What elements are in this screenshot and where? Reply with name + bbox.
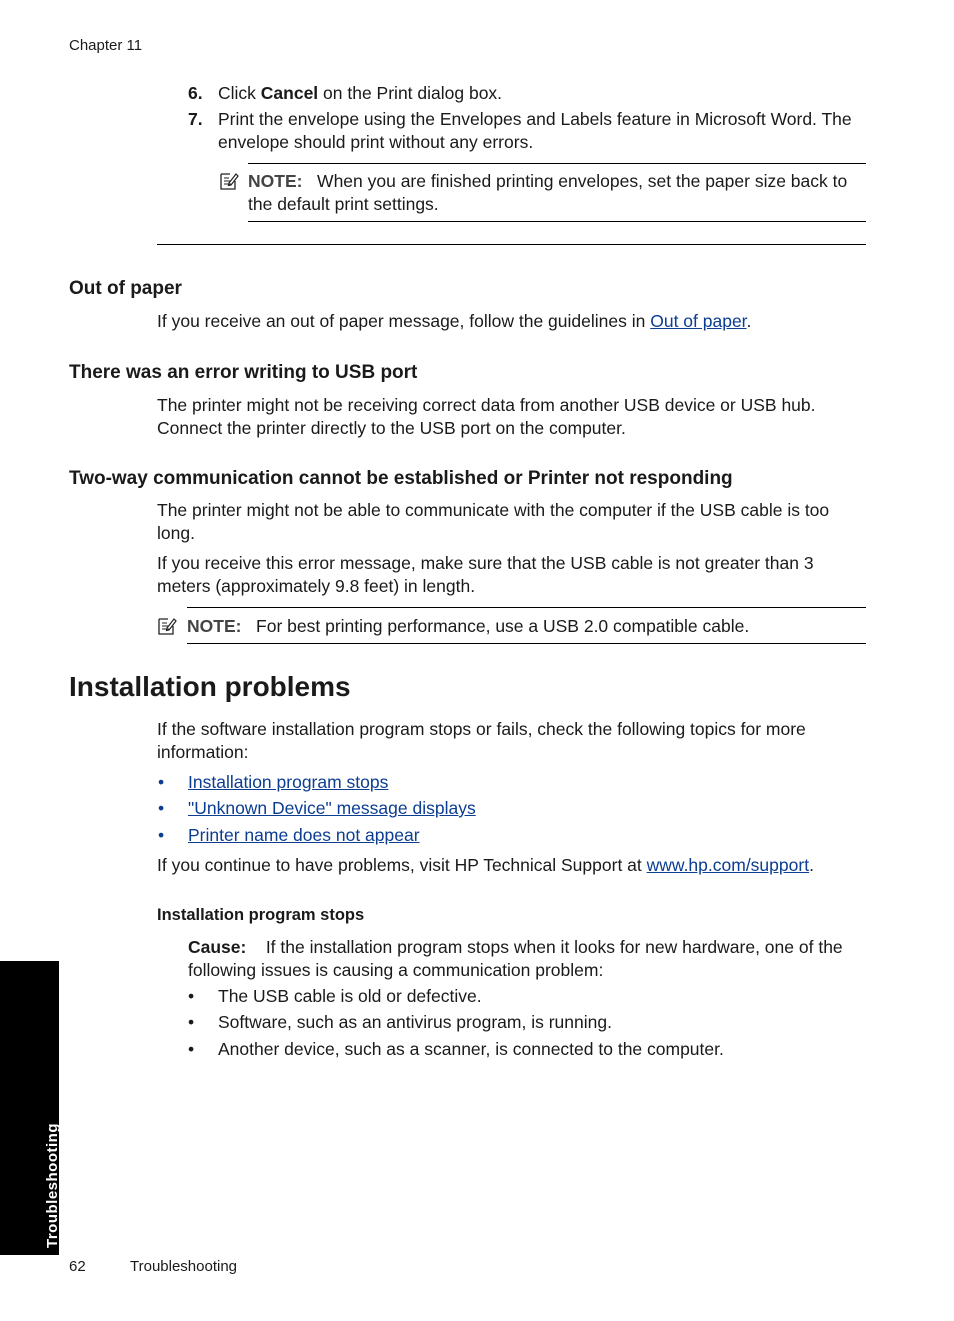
cancel-term: Cancel — [260, 83, 319, 103]
note-label: NOTE: — [248, 171, 303, 191]
section-divider — [157, 244, 866, 245]
list-item: Software, such as an antivirus program, is running. — [218, 1012, 612, 1032]
paragraph-text: If the software installation program stops or fails, check the following topics for more — [157, 719, 806, 739]
note-icon — [219, 171, 239, 191]
step-text: envelope should print without any errors. — [218, 131, 534, 152]
step-7 — [188, 108, 868, 152]
usb-error-heading: There was an error writing to USB port — [69, 362, 418, 383]
cause-label: Cause: — [188, 937, 247, 957]
step-text: Click — [218, 83, 261, 103]
chapter-header: Chapter 11 — [69, 37, 143, 54]
installation-heading: Installation problems — [69, 671, 351, 702]
note-text: the default print settings. — [248, 193, 439, 214]
paragraph-text: following issues is causing a communication problem: — [188, 959, 604, 980]
bullet-icon: • — [188, 986, 195, 1006]
two-way-paragraph-1 — [157, 499, 867, 544]
installation-intro — [157, 718, 867, 763]
note-rule-top — [248, 163, 866, 164]
paragraph-text: meters (approximately 9.8 feet) in length. — [157, 575, 476, 596]
link-installation-program-stops[interactable]: Installation program stops — [188, 772, 389, 792]
link-printer-name[interactable]: Printer name does not appear — [188, 825, 420, 845]
note-rule-bottom — [248, 221, 866, 222]
hp-support-link[interactable]: www.hp.com/support — [646, 855, 810, 875]
paragraph-text: If you continue to have problems, visit HP Technical Support at — [157, 855, 647, 875]
out-of-paper-heading: Out of paper — [69, 278, 182, 299]
note-body — [187, 615, 867, 638]
note-body — [248, 170, 868, 215]
paragraph-text: If the installation program stops when it looks for new hardware, one of the — [265, 937, 843, 957]
paragraph-text: If you receive an out of paper message, follow the guidelines in — [157, 311, 651, 331]
bullet-icon: • — [158, 772, 165, 792]
page-number: 62 — [69, 1258, 86, 1275]
paragraph-text: . — [746, 311, 752, 331]
bullet-icon: • — [188, 1039, 195, 1059]
step-text: on the Print dialog box. — [318, 83, 503, 103]
bullet-icon: • — [158, 825, 165, 845]
step-number: 7. — [188, 109, 203, 129]
note-rule-bottom — [187, 643, 866, 644]
step-6 — [188, 82, 868, 105]
paragraph-text: Connect the printer directly to the USB port on the computer. — [157, 417, 626, 438]
list-item: The USB cable is old or defective. — [218, 986, 482, 1006]
note-icon — [157, 616, 177, 636]
footer-section: Troubleshooting — [130, 1258, 238, 1275]
step-text: Print the envelope using the Envelopes and Labels feature in Microsoft Word. The — [218, 109, 852, 129]
note-text: When you are finished printing envelopes, set the paper size back to — [317, 171, 848, 191]
paragraph-text: If you receive this error message, make sure that the USB cable is not greater than 3 — [157, 553, 814, 573]
cause-paragraph — [188, 936, 868, 981]
paragraph-text: . — [809, 855, 814, 875]
two-way-heading: Two-way communication cannot be established or Printer not responding — [69, 468, 733, 489]
bullet-icon: • — [158, 798, 165, 818]
link-unknown-device[interactable]: "Unknown Device" message displays — [188, 798, 476, 818]
two-way-paragraph-2 — [157, 552, 867, 597]
out-of-paper-text — [157, 310, 867, 333]
list-item: Another device, such as a scanner, is connected to the computer. — [218, 1039, 724, 1059]
out-of-paper-link[interactable]: Out of paper — [650, 311, 747, 331]
bullet-icon: • — [188, 1012, 195, 1032]
stops-heading: Installation program stops — [157, 906, 365, 924]
paragraph-text: The printer might not be able to communicate with the computer if the USB cable is too — [157, 500, 830, 520]
usb-error-text — [157, 394, 867, 439]
paragraph-text: The printer might not be receiving correct data from another USB device or USB hub. — [157, 395, 816, 415]
paragraph-text: information: — [157, 741, 249, 762]
note-text: For best printing performance, use a USB 2.0 compatible cable. — [256, 616, 750, 636]
side-tab-label: Troubleshooting — [44, 1123, 61, 1248]
step-number: 6. — [188, 83, 203, 103]
support-text — [157, 854, 867, 877]
paragraph-text: long. — [157, 522, 195, 543]
note-rule-top — [187, 607, 866, 608]
note-label: NOTE: — [187, 616, 242, 636]
